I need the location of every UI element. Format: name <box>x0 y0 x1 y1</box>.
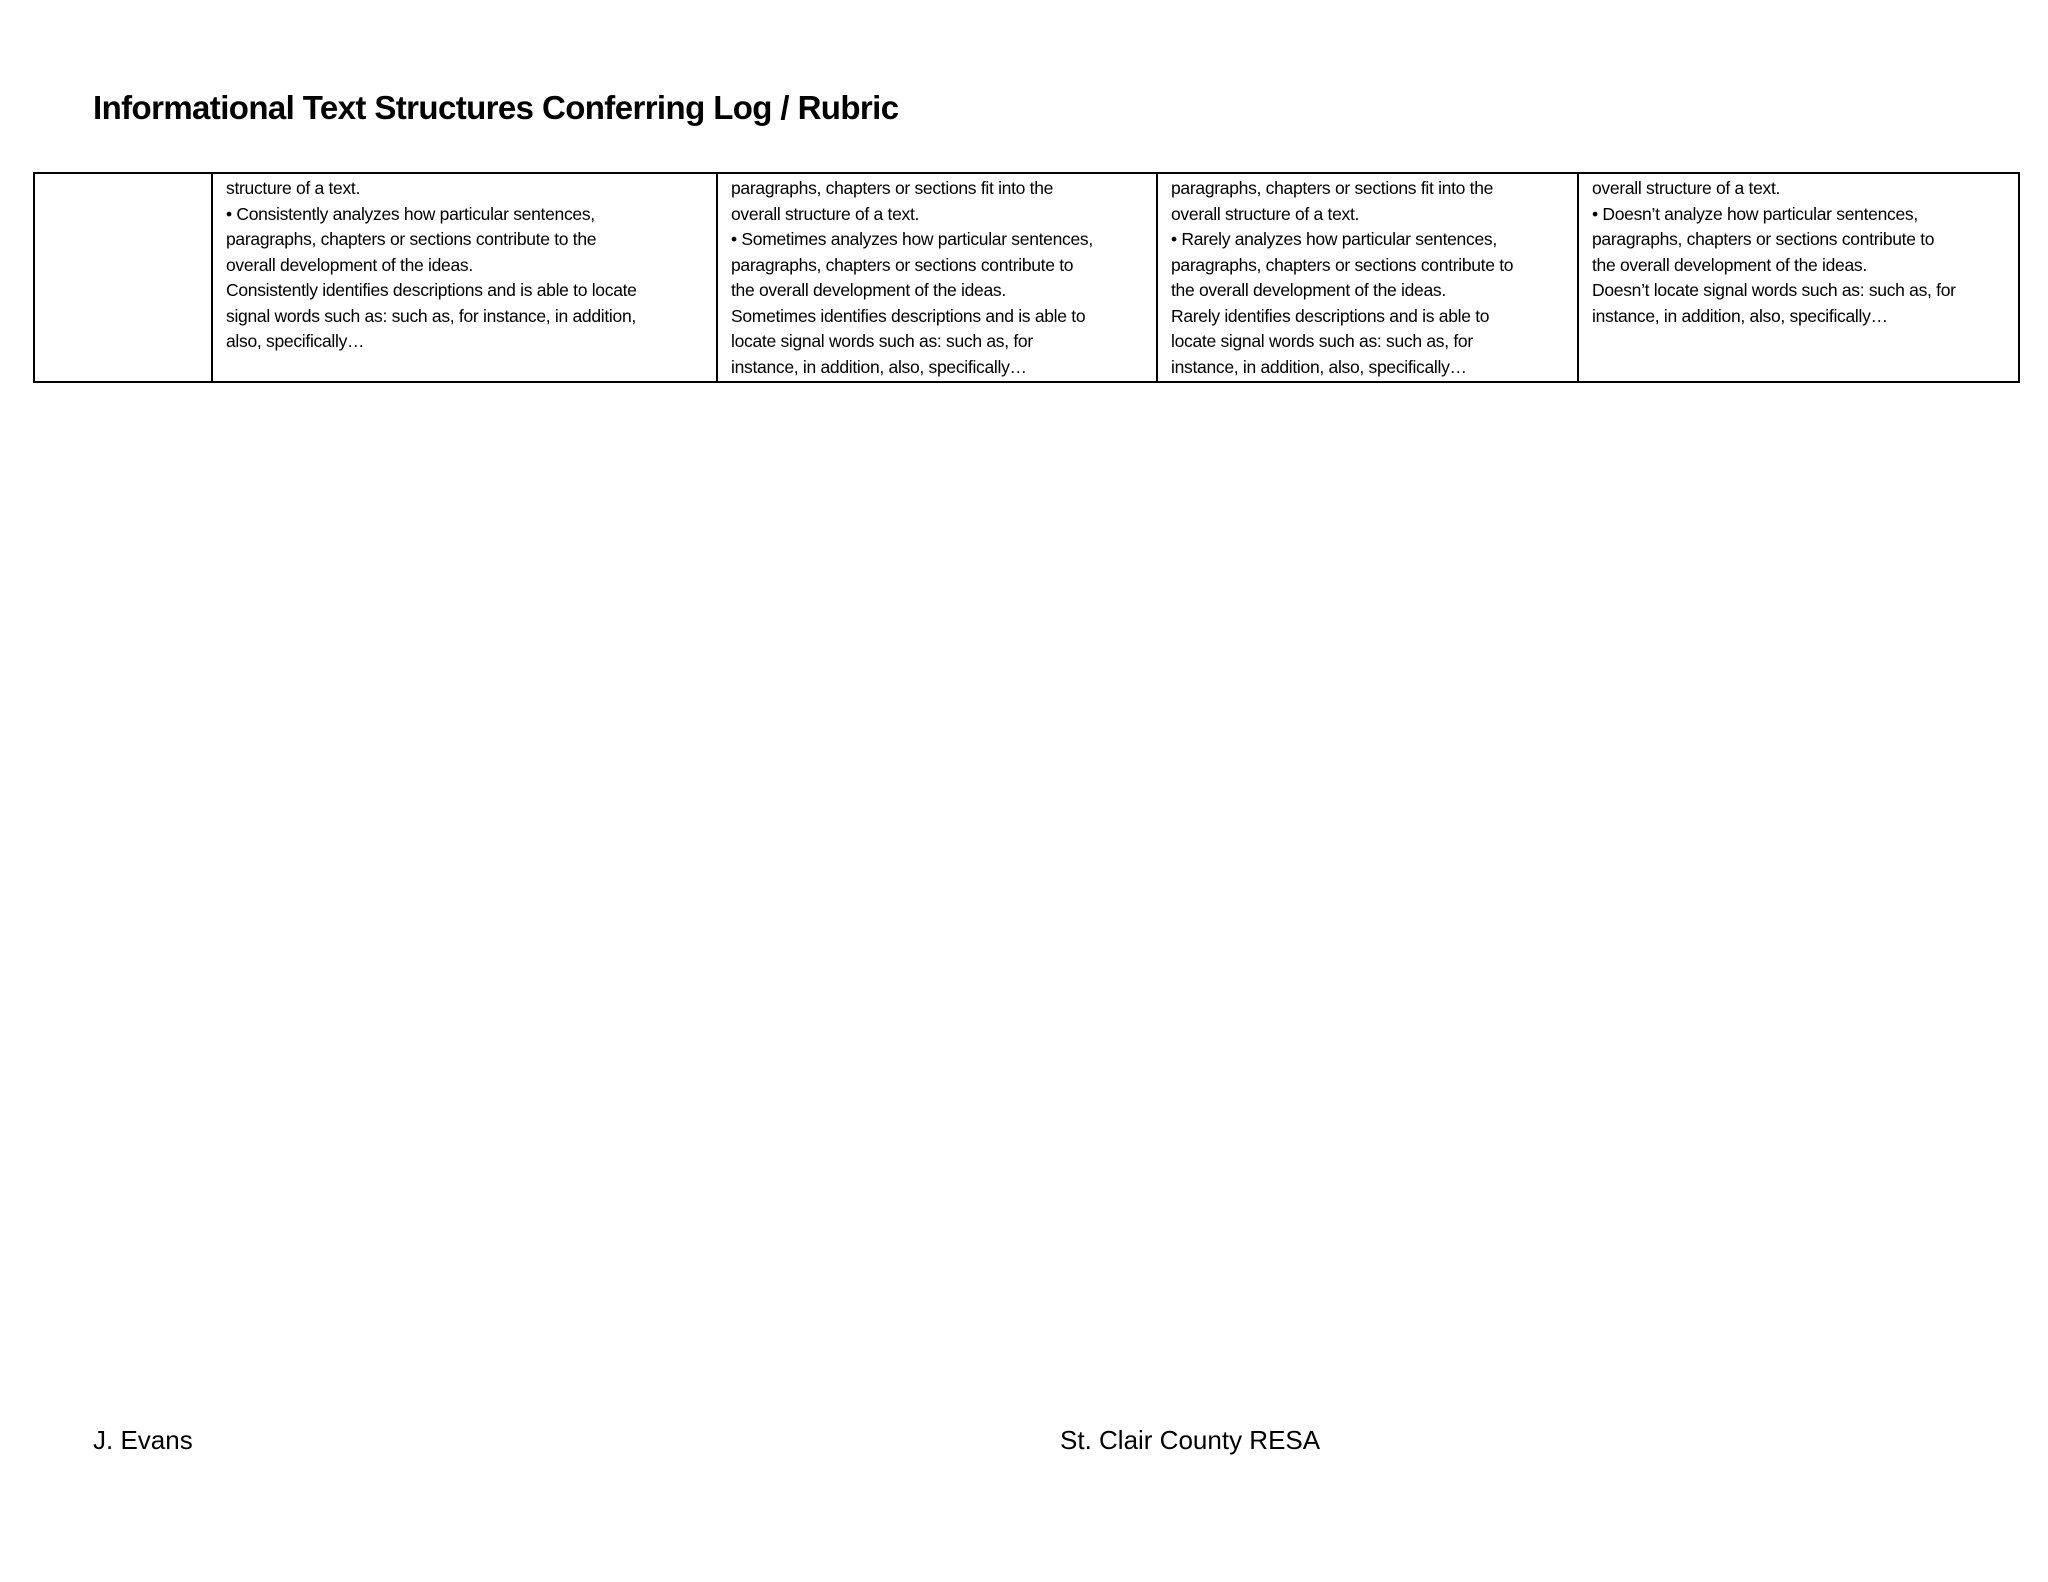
rubric-line: overall structure of a text. <box>1171 203 1360 224</box>
rubric-line: structure of a text. <box>226 178 361 198</box>
footer-organization: St. Clair County RESA <box>1060 1425 1321 1455</box>
rubric-line: • Consistently analyzes how particular sentences, <box>226 203 595 224</box>
rubric-cell-label <box>34 173 212 382</box>
rubric-line: locate signal words such as: such as, for <box>731 331 1033 351</box>
rubric-line: instance, in addition, also, specifically… <box>731 356 1027 377</box>
rubric-row <box>34 173 2019 382</box>
rubric-line: instance, in addition, also, specifically… <box>1592 305 1888 326</box>
rubric-line: paragraphs, chapters or sections fit into the <box>731 178 1054 198</box>
rubric-line: paragraphs, chapters or sections contribute to <box>731 254 1074 275</box>
rubric-cell-consistently <box>212 173 717 382</box>
rubric-line: • Rarely analyzes how particular sentences, <box>1171 229 1497 249</box>
rubric-line: also, specifically… <box>226 331 365 351</box>
rubric-line: paragraphs, chapters or sections contribute to <box>1171 254 1514 275</box>
rubric-line: • Sometimes analyzes how particular sentences, <box>731 229 1093 249</box>
rubric-cell-doesnt <box>1578 173 2019 382</box>
rubric-line: Doesn’t locate signal words such as: such as, for <box>1592 280 1956 300</box>
footer-author: J. Evans <box>93 1425 193 1455</box>
rubric-line: Rarely identifies descriptions and is able to <box>1171 305 1490 326</box>
rubric-line: paragraphs, chapters or sections fit into the <box>1171 178 1494 198</box>
rubric-table <box>33 172 2020 383</box>
rubric-cell-rarely <box>1157 173 1578 382</box>
rubric-line: the overall development of the ideas. <box>1171 280 1446 300</box>
rubric-line: overall structure of a text. <box>731 203 920 224</box>
rubric-cell-sometimes <box>717 173 1157 382</box>
rubric-line: locate signal words such as: such as, for <box>1171 331 1473 351</box>
rubric-line: the overall development of the ideas. <box>731 280 1006 300</box>
rubric-line: Consistently identifies descriptions and is able to locate <box>226 280 637 300</box>
rubric-line: Sometimes identifies descriptions and is able to <box>731 305 1086 326</box>
rubric-line: the overall development of the ideas. <box>1592 254 1867 275</box>
rubric-line: paragraphs, chapters or sections contribute to the <box>226 229 597 249</box>
rubric-line: instance, in addition, also, specifically… <box>1171 356 1467 377</box>
page-title: Informational Text Structures Conferring Log / Rubric <box>93 89 899 126</box>
rubric-line: overall structure of a text. <box>1592 178 1781 198</box>
rubric-line: • Doesn’t analyze how particular sentences, <box>1592 203 1918 224</box>
rubric-line: paragraphs, chapters or sections contribute to <box>1592 229 1935 249</box>
rubric-line: overall development of the ideas. <box>226 254 473 275</box>
rubric-line: signal words such as: such as, for instance, in addition, <box>226 305 636 326</box>
